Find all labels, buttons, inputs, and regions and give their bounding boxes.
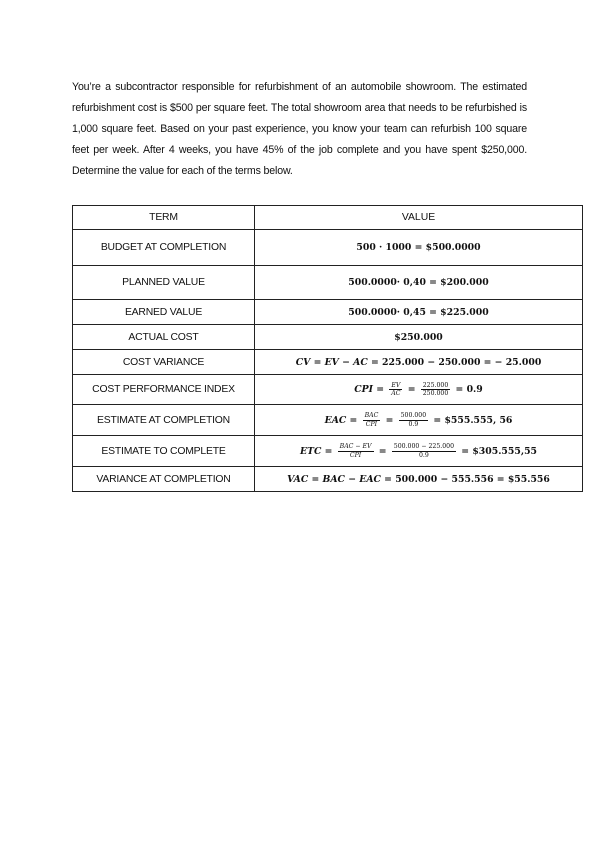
table-row — [73, 436, 583, 467]
formula-pv: 500.0000· 0,40 = $200.000 — [348, 277, 489, 288]
fraction: $\frac{500.000 - 225.000}{0.9}$ — [393, 443, 455, 459]
evm-table — [72, 205, 583, 492]
formula-ac: $250.000 — [394, 331, 443, 343]
term-cell: COST VARIANCE — [73, 350, 255, 375]
term-cell: COST PERFORMANCE INDEX — [73, 375, 255, 405]
value-cell — [255, 375, 583, 405]
formula-cv: CV = EV − AC = 225.000 − 250.000 = − 25.000 — [295, 356, 542, 368]
value-cell — [255, 436, 583, 467]
formula-bac: 500 · 1000 = $500.0000 — [356, 242, 481, 253]
table-row — [73, 467, 583, 492]
fraction: $\frac{225.000}{250.000}$ — [422, 381, 449, 397]
value-cell — [255, 350, 583, 375]
formula-eac: EAC = $\frac{\text{BAC}}{\text{CPI}}$ = $\frac{500.000}{0.9}$ = $555.555, 56 — [324, 412, 513, 428]
term-cell: VARIANCE AT COMPLETION — [73, 467, 255, 492]
term-cell: ESTIMATE TO COMPLETE — [73, 436, 255, 467]
formula-vac: VAC = BAC − EAC = 500.000 − 555.556 = $55.556 — [287, 473, 550, 485]
header-term: TERM — [73, 206, 255, 230]
table-header-row — [73, 206, 583, 230]
term-cell: EARNED VALUE — [73, 300, 255, 325]
table-row — [73, 300, 583, 325]
fraction: $\frac{500.000}{0.9}$ — [400, 412, 427, 428]
table-row — [73, 230, 583, 266]
value-cell — [255, 467, 583, 492]
value-cell — [255, 300, 583, 325]
value-cell — [255, 230, 583, 266]
formula-cpi: CPI = $\frac{EV}{AC}$ = $\frac{225.000}{250.000}$ = 0.9 — [354, 381, 483, 397]
fraction: $\frac{\text{BAC − EV}}{\text{CPI}}$ — [339, 443, 372, 459]
term-cell: ESTIMATE AT COMPLETION — [73, 405, 255, 436]
term-cell: BUDGET AT COMPLETION — [73, 230, 255, 266]
term-cell: PLANNED VALUE — [73, 266, 255, 300]
table-row — [73, 325, 583, 350]
fraction: $\frac{EV}{AC}$ — [391, 381, 401, 397]
formula-ev: 500.0000· 0,45 = $225.000 — [348, 306, 489, 318]
problem-statement: You’re a subcontractor responsible for refurbishment of an automobile showroom. The estimated refurbishment cost is $500 per square feet. The total showroom area that needs to be refurbished is 1,000 square feet. Based on your past experience, you know your team can refurbish 100 square feet per week. After 4 weeks, you have 45% of the job complete and you have spent $250,000. Determine the value for each of the terms below. — [72, 80, 527, 177]
fraction: $\frac{\text{BAC}}{\text{CPI}}$ — [364, 412, 379, 428]
table-row — [73, 266, 583, 300]
header-value: VALUE — [255, 206, 583, 230]
value-cell — [255, 405, 583, 436]
term-cell: ACTUAL COST — [73, 325, 255, 350]
value-cell — [255, 325, 583, 350]
table-row — [73, 405, 583, 436]
table-row — [73, 375, 583, 405]
table-row — [73, 350, 583, 375]
formula-etc: ETC = $\frac{\text{BAC − EV}}{\text{CPI}}$ = $\frac{500.000 - 225.000}{0.9}$ = $305.555,55 — [299, 443, 538, 459]
value-cell — [255, 266, 583, 300]
